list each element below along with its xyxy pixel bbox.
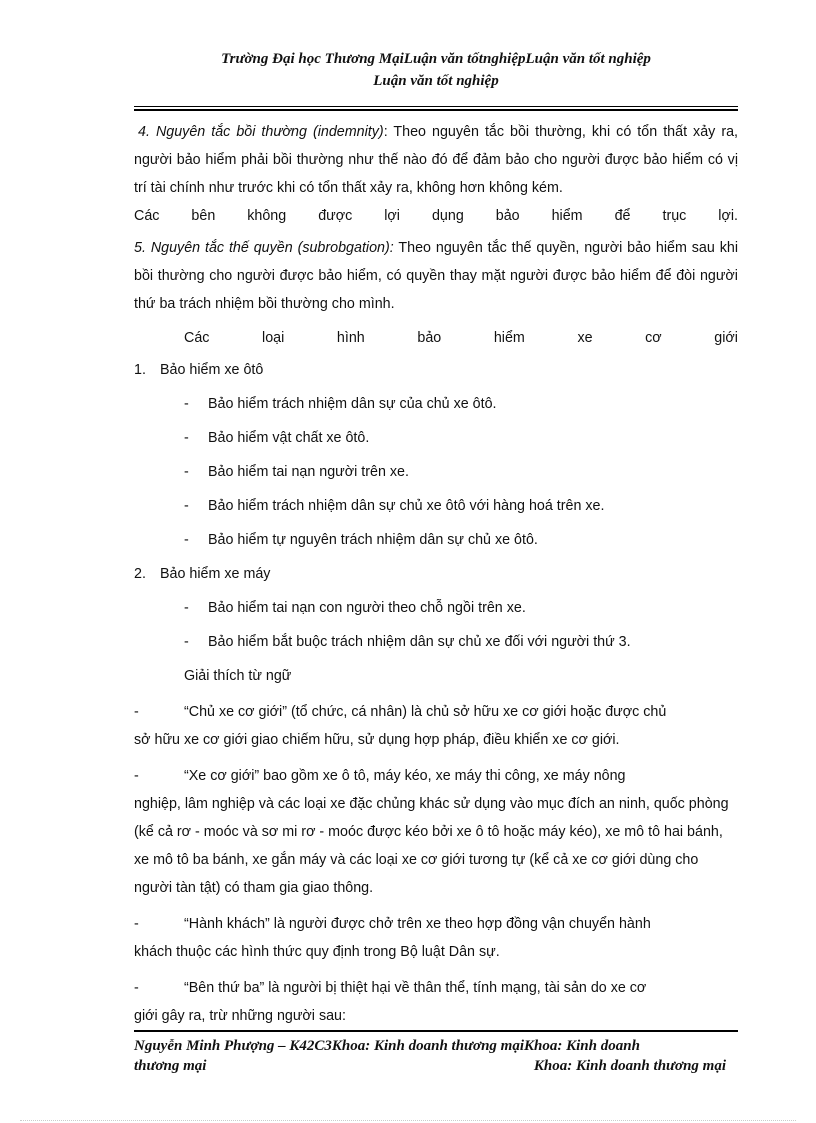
principle-4-text: : Theo nguyên tắc bồi thường, khi có tổn thất xảy ra, người bảo hiểm phải bồi thường như thế nào đó để đảm bảo cho người được bảo hiểm có vị trí tài chính như trước khi có tổn thất xảy ra, không hơn không kém. — [134, 124, 739, 196]
list-item: - Bảo hiểm trách nhiệm dân sự của chủ xe ôtô. — [184, 396, 497, 412]
page-header — [134, 48, 738, 92]
header-rule — [134, 106, 738, 107]
footer-rule — [134, 1030, 738, 1032]
definition-xe-co-gioi-cont: nghiệp, lâm nghiệp và các loại xe đặc chủng khác sử dụng vào mục đích an ninh, quốc phòng (kể cả rơ - moóc và sơ mi rơ - moóc được kéo bởi xe ô tô hoặc máy kéo), xe mô tô hai bánh, xe mô tô ba bánh, xe gắn máy và các loại xe cơ giới tương tự (kể cả xe cơ giới dùng cho người tàn tật) có tham gia giao thông. — [134, 796, 729, 896]
page-body — [134, 118, 738, 1030]
section-2-title: Bảo hiểm xe máy — [160, 566, 271, 582]
principle-5-text: Theo nguyên tắc thế quyền, người bảo hiểm sau khi bồi thường cho người được bảo hiểm, có quyền thay mặt người được bảo hiểm để đòi người thứ ba trách nhiệm bồi thường cho mình. — [134, 240, 738, 312]
header-line-2: Luận văn tốt nghiệp — [373, 73, 499, 89]
list-item: - Bảo hiểm tai nạn con người theo chỗ ngồi trên xe. — [184, 600, 526, 616]
definition-chu-xe-cont: sở hữu xe cơ giới giao chiếm hữu, sử dụng hợp pháp, điều khiển xe cơ giới. — [134, 732, 620, 748]
principle-4 — [134, 118, 738, 202]
types-heading: Các loại hình bảo hiểm xe cơ giới — [184, 330, 738, 346]
list-item: - Bảo hiểm tai nạn người trên xe. — [184, 464, 409, 480]
section-2-number: 2. — [134, 566, 146, 582]
principle-4-text-2: Các bên không được lợi dụng bảo hiểm để trục lợi. — [134, 208, 738, 224]
definition-chu-xe: - “Chủ xe cơ giới” (tổ chức, cá nhân) là chủ sở hữu xe cơ giới hoặc được chủ — [134, 704, 667, 720]
definition-ben-thu-ba-cont: giới gây ra, trừ những người sau: — [134, 1008, 346, 1024]
definition-xe-co-gioi: - “Xe cơ giới” bao gồm xe ô tô, máy kéo, xe máy thi công, xe máy nông — [134, 768, 626, 784]
page-edge-divider — [20, 1120, 796, 1121]
section-1-heading — [134, 356, 738, 384]
list-item: - Bảo hiểm tự nguyên trách nhiệm dân sự chủ xe ôtô. — [184, 532, 538, 548]
footer-line-2-right: Khoa: Kinh doanh thương mại — [533, 1058, 726, 1074]
list-item: - Bảo hiểm trách nhiệm dân sự chủ xe ôtô với hàng hoá trên xe. — [184, 498, 605, 514]
footer-line-2 — [134, 1056, 738, 1076]
definition-ben-thu-ba: - “Bên thứ ba” là người bị thiệt hại về thân thể, tính mạng, tài sản do xe cơ — [134, 980, 647, 996]
principle-4-title: 4. Nguyên tắc bồi thường (indemnity) — [138, 124, 384, 140]
list-item: - Bảo hiểm bắt buộc trách nhiệm dân sự chủ xe đối với người thứ 3. — [184, 634, 631, 650]
principle-5-title: 5. Nguyên tắc thế quyền (subrobgation): — [134, 240, 394, 256]
glossary-heading: Giải thích từ ngữ — [184, 668, 292, 684]
principle-5 — [134, 234, 738, 318]
header-line-1: Trường Đại học Thương MạiLuận văn tốtnghiệpLuận văn tốt nghiệp — [221, 51, 651, 67]
page-footer — [134, 1036, 738, 1076]
header-rule-thick — [134, 109, 738, 111]
section-2-heading — [134, 560, 738, 588]
definition-hanh-khach: - “Hành khách” là người được chở trên xe theo hợp đồng vận chuyển hành — [134, 916, 651, 932]
footer-line-1: Nguyễn Minh Phượng – K42C3Khoa: Kinh doanh thương mạiKhoa: Kinh doanh — [134, 1038, 640, 1054]
definition-hanh-khach-cont: khách thuộc các hình thức quy định trong Bộ luật Dân sự. — [134, 944, 500, 960]
section-1-number: 1. — [134, 362, 146, 378]
footer-line-2-left: thương mại — [134, 1058, 207, 1074]
list-item: - Bảo hiểm vật chất xe ôtô. — [184, 430, 370, 446]
section-1-title: Bảo hiểm xe ôtô — [160, 362, 264, 378]
